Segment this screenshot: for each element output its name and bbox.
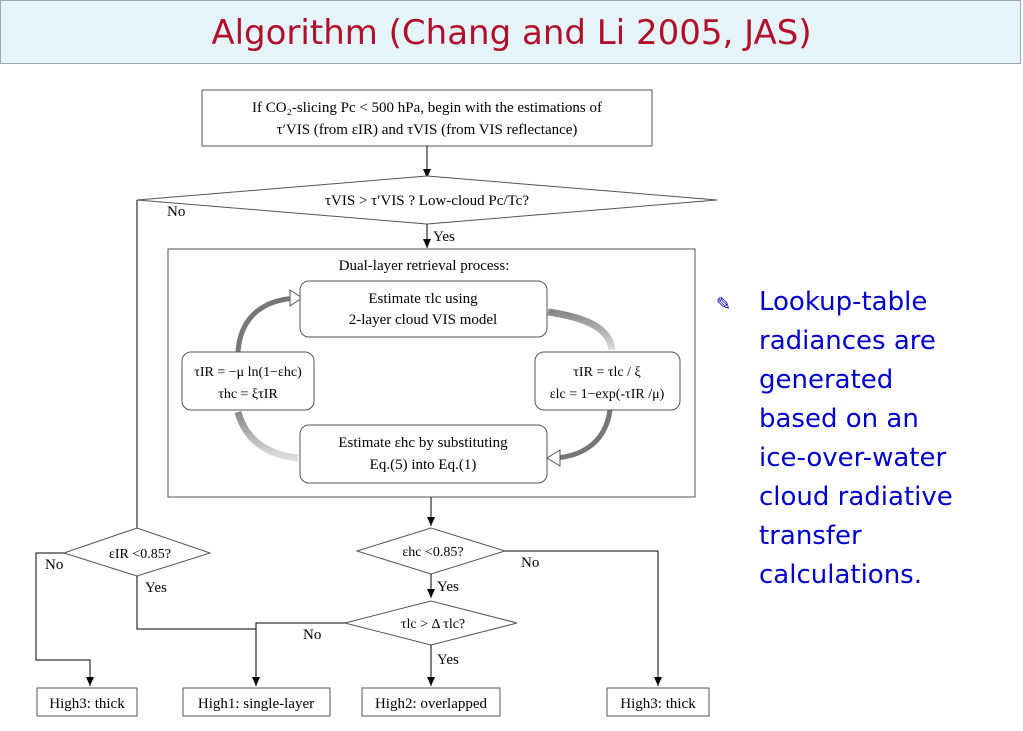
decision-tau-lc-label: τlc > Δ τlc? xyxy=(400,617,466,632)
no-label-1: No xyxy=(167,204,186,220)
estimate-lc-line1: Estimate τlc using xyxy=(368,291,478,307)
bullet-text: Lookup-table radiances are generated based on an ice-over-water cloud radiative transfer calculations. xyxy=(759,287,953,590)
no-label-lower: No xyxy=(303,627,322,643)
yes-label-left: Yes xyxy=(145,580,167,596)
right-equation-line1: τIR = τlc / ξ xyxy=(573,365,641,380)
output-high3-right-label: High3: thick xyxy=(620,696,696,712)
decision-eps-hc-label: εhc <0.85? xyxy=(402,545,464,560)
left-equation-line1: τIR = −μ ln(1−εhc) xyxy=(194,365,302,380)
estimate-lc-line2: 2-layer cloud VIS model xyxy=(348,312,498,328)
yes-label-lower: Yes xyxy=(437,652,459,668)
yes-label-center: Yes xyxy=(437,579,459,595)
output-high3-left-label: High3: thick xyxy=(49,696,125,712)
left-equation-line2: τhc = ξτIR xyxy=(218,387,278,402)
no-path-center-decision xyxy=(505,551,658,686)
yes-label-1: Yes xyxy=(433,229,455,245)
estimate-hc-box xyxy=(300,425,547,483)
dual-layer-title: Dual-layer retrieval process: xyxy=(338,258,510,274)
no-path-lower-decision xyxy=(256,623,345,686)
estimate-lc-box xyxy=(300,281,547,337)
decision-low-cloud-label: τVIS > τ′VIS ? Low-cloud Pc/Tc? xyxy=(325,193,529,209)
estimate-hc-line1: Estimate εhc by substituting xyxy=(338,435,508,451)
pen-icon: ✎ xyxy=(716,294,732,315)
output-high2-label: High2: overlapped xyxy=(374,696,488,712)
decision-eps-ir-label: εIR <0.85? xyxy=(109,547,171,562)
start-box-line1: If CO₂-slicing Pc < 500 hPa, begin with the estimations of xyxy=(252,100,602,116)
slide-title: Algorithm (Chang and Li 2005, JAS) xyxy=(211,13,812,53)
no-label-center: No xyxy=(521,555,540,571)
output-high1-label: High1: single-layer xyxy=(197,696,315,712)
right-equation-line2: εlc = 1−exp(-τIR /μ) xyxy=(549,387,665,402)
no-label-left: No xyxy=(45,557,64,573)
estimate-hc-line2: Eq.(5) into Eq.(1) xyxy=(369,457,477,473)
start-box-line2: τ′VIS (from εIR) and τVIS (from VIS reflectance) xyxy=(276,122,578,138)
